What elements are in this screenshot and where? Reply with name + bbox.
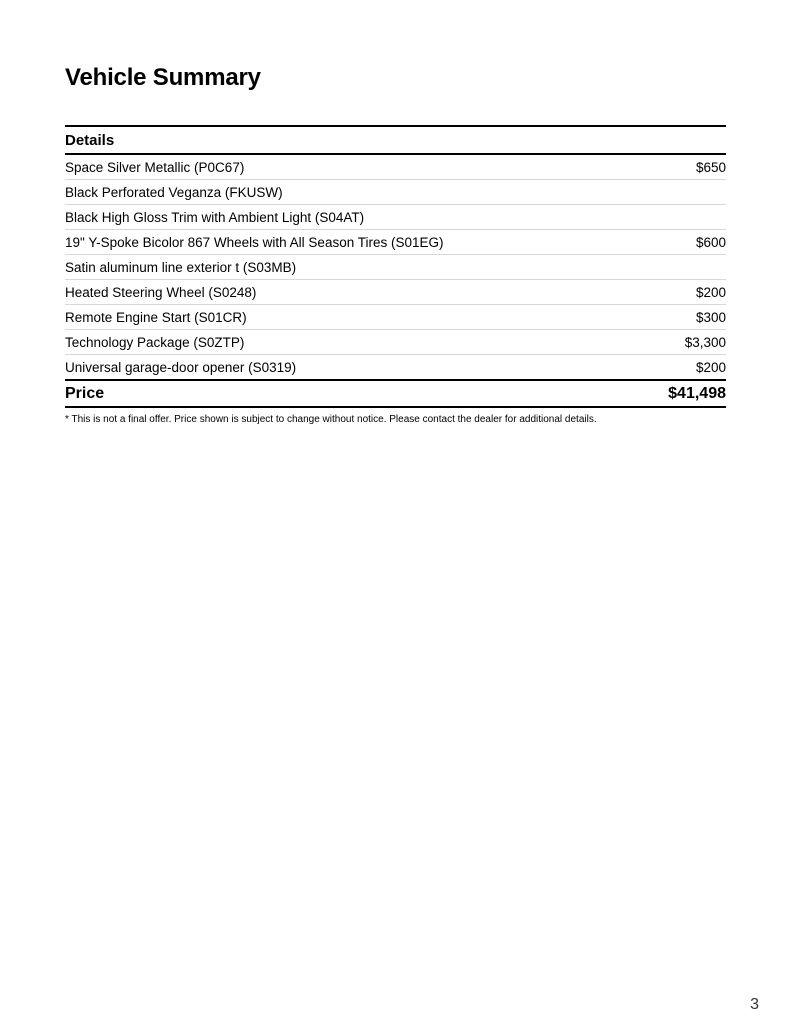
table-row	[65, 305, 726, 330]
table-row	[65, 230, 726, 255]
page-title: Vehicle Summary	[65, 64, 261, 91]
table-row	[65, 280, 726, 305]
total-price-row	[65, 379, 726, 408]
table-row	[65, 205, 726, 230]
option-price: $3,300	[684, 334, 726, 350]
table-row	[65, 255, 726, 280]
details-header-label: Details	[65, 131, 115, 149]
table-row	[65, 355, 726, 379]
option-label: Black Perforated Veganza (FKUSW)	[65, 184, 283, 200]
table-row	[65, 180, 726, 205]
option-price: $650	[695, 159, 726, 175]
option-price: $200	[695, 284, 726, 300]
option-label: Technology Package (S0ZTP)	[65, 334, 245, 350]
table-row	[65, 330, 726, 355]
vehicle-summary-table	[65, 125, 726, 427]
option-label: Remote Engine Start (S01CR)	[65, 309, 247, 325]
option-label: Heated Steering Wheel (S0248)	[65, 284, 257, 300]
option-price: $600	[695, 234, 726, 250]
table-row	[65, 155, 726, 180]
details-header	[65, 125, 726, 155]
page-number: 3	[750, 996, 759, 1013]
option-price: $300	[695, 309, 726, 325]
total-price-value: $41,498	[668, 384, 726, 402]
option-label: Satin aluminum line exterior t (S03MB)	[65, 259, 297, 275]
option-price: $200	[695, 359, 726, 375]
option-label: Black High Gloss Trim with Ambient Light (S04AT)	[65, 209, 365, 225]
option-label: Space Silver Metallic (P0C67)	[65, 159, 245, 175]
total-price-label: Price	[65, 384, 105, 402]
option-label: Universal garage-door opener (S0319)	[65, 359, 297, 375]
option-label: 19" Y-Spoke Bicolor 867 Wheels with All Season Tires (S01EG)	[65, 234, 444, 250]
disclaimer-text: * This is not a final offer. Price shown is subject to change without notice. Please contact the dealer for additional details.	[65, 414, 597, 425]
